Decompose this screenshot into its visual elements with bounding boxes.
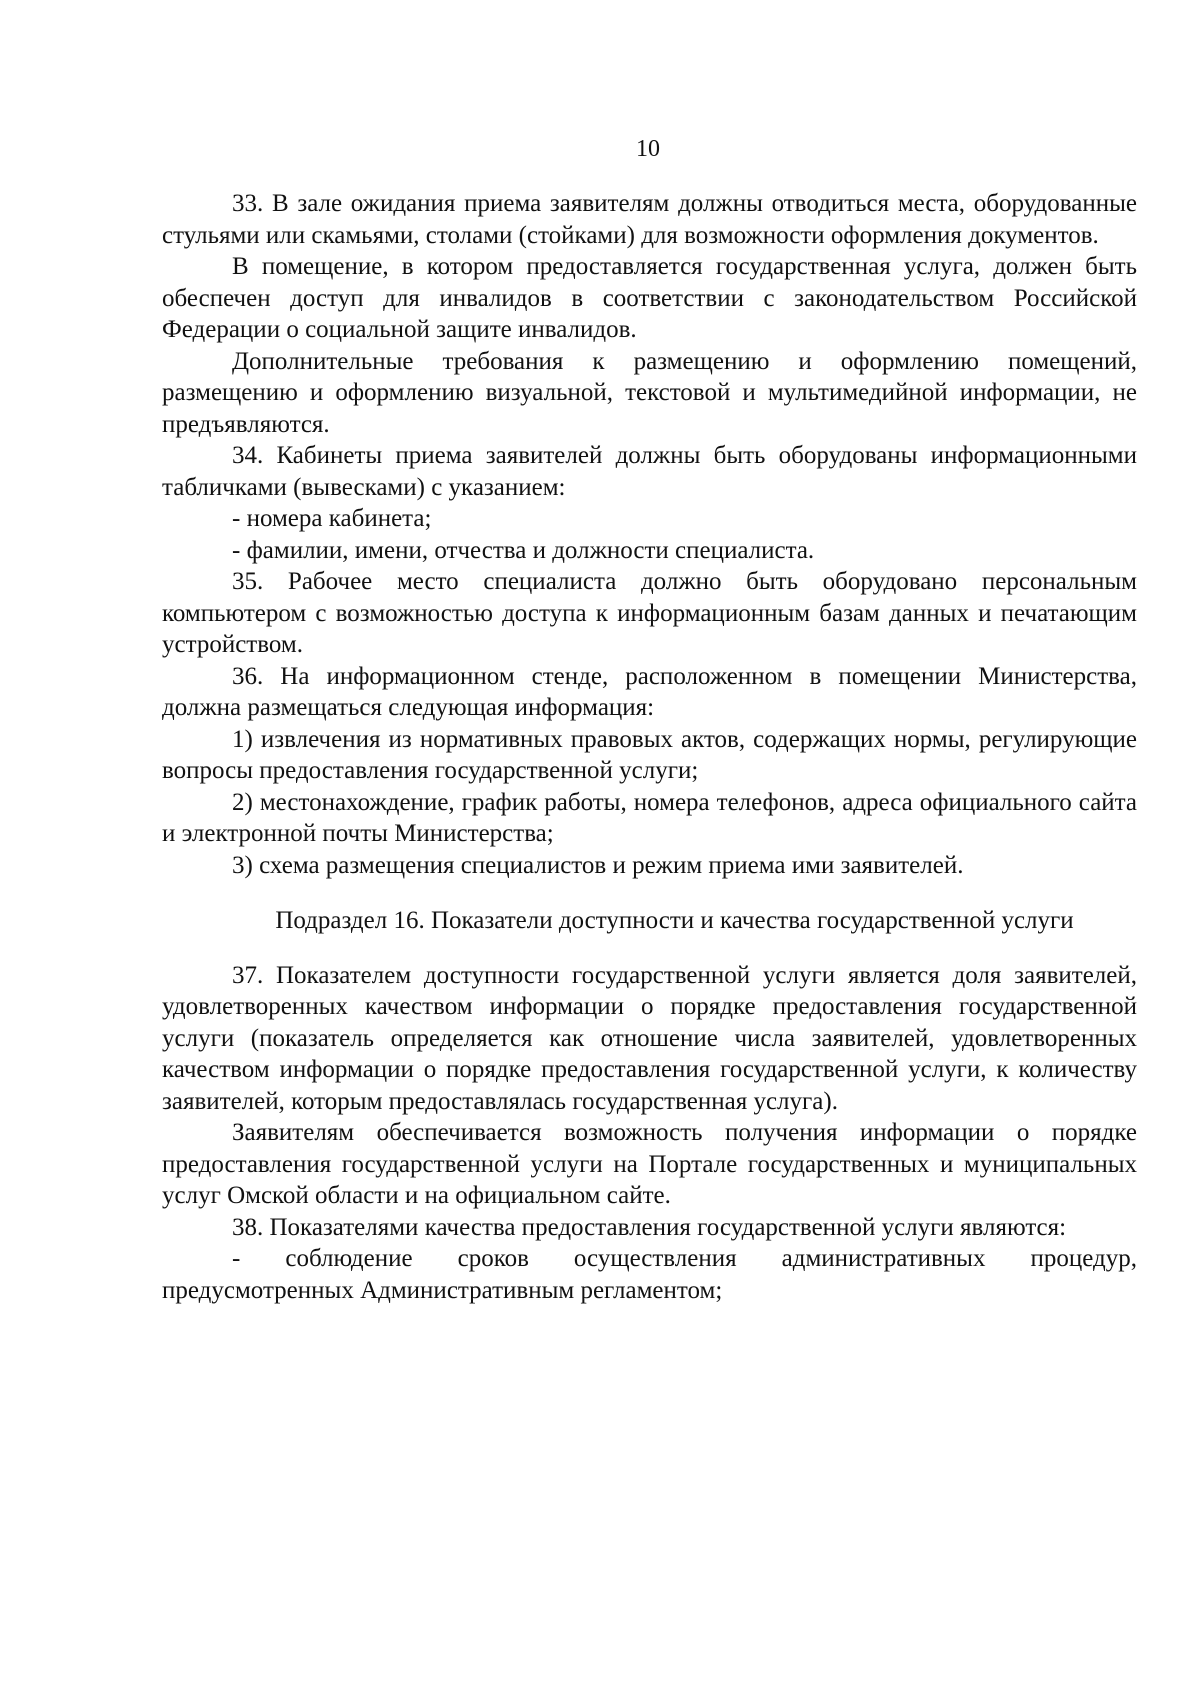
paragraph-35: 35. Рабочее место специалиста должно быть оборудовано персональным компьютером с возможностью доступа к информационным базам данных и печатающим устройством. — [162, 568, 1137, 658]
document-body — [162, 188, 1137, 1306]
paragraph-disabled-access: В помещение, в котором предоставляется государственная услуга, должен быть обеспечен доступ для инвалидов в соответствии с законодательством Российской Федерации о социальной защите инвалидов. — [162, 253, 1137, 343]
list-item-3: 3) схема размещения специалистов и режим приема ими заявителей. — [232, 851, 964, 879]
paragraph-33: 33. В зале ожидания приема заявителям должны отводиться места, оборудованные стульями или скамьями, столами (стойками) для возможности оформления документов. — [162, 190, 1137, 249]
list-item-1: 1) извлечения из нормативных правовых актов, содержащих нормы, регулирующие вопросы предоставления государственной услуги; — [162, 725, 1137, 784]
list-item-2: 2) местонахождение, график работы, номера телефонов, адреса официального сайта и электронной почты Министерства; — [162, 788, 1137, 847]
paragraph-38: 38. Показателями качества предоставления государственной услуги являются: — [232, 1213, 1067, 1241]
list-item-cabinet-number: - номера кабинета; — [232, 505, 432, 532]
paragraph-36: 36. На информационном стенде, расположенном в помещении Министерства, должна размещаться следующая информация: — [162, 662, 1137, 721]
section-heading: Подраздел 16. Показатели доступности и качества государственной услуги — [275, 907, 1074, 934]
paragraph-additional-requirements: Дополнительные требования к размещению и оформлению помещений, размещению и оформлению визуальной, текстовой и мультимедийной информации, не предъявляются. — [162, 347, 1137, 438]
list-item-specialist-name: - фамилии, имени, отчества и должности специалиста. — [232, 536, 815, 564]
paragraph-applicants-info: Заявителям обеспечивается возможность получения информации о порядке предоставления государственной услуги на Портале государственных и муниципальных услуг Омской области и на официальном сайте. — [162, 1119, 1137, 1209]
paragraph-34: 34. Кабинеты приема заявителей должны быть оборудованы информационными табличками (вывесками) с указанием: — [162, 442, 1137, 501]
list-item-deadlines: - соблюдение сроков осуществления административных процедур, предусмотренных Административным регламентом; — [162, 1245, 1137, 1304]
page-number: 10 — [636, 136, 660, 162]
paragraph-37: 37. Показателем доступности государственной услуги является доля заявителей, удовлетворенных качеством информации о порядке предоставления государственной услуги (показатель определяется как отношение числа заявителей, удовлетворенных качеством информации о порядке предоставления государственной услуги, к количеству заявителей, которым предоставлялась государственная услуга). — [162, 961, 1137, 1115]
